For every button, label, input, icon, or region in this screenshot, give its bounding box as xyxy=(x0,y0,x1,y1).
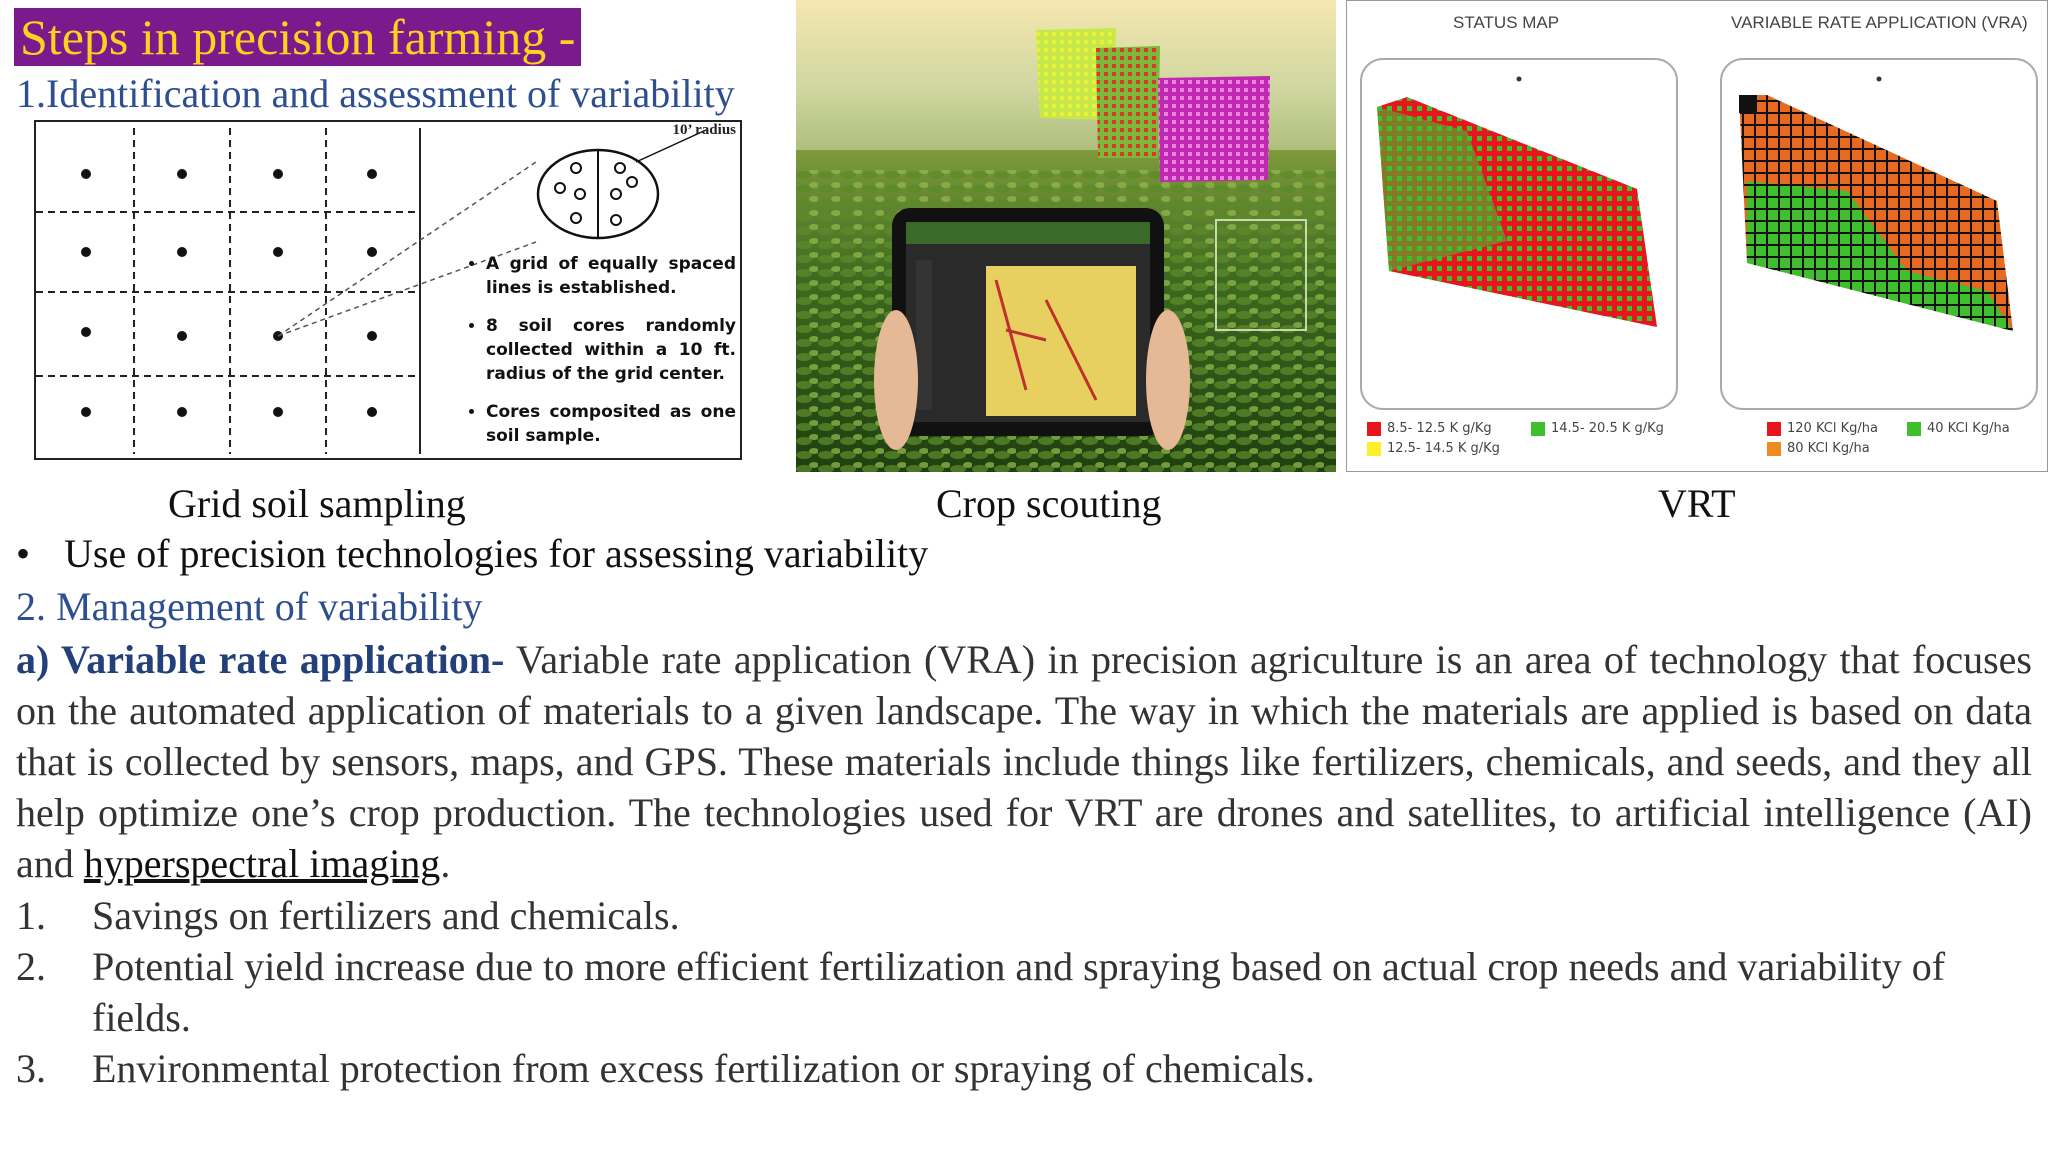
hyperspectral-imaging-link[interactable]: hyperspectral imaging xyxy=(83,841,441,886)
yellow-swatch xyxy=(1367,442,1381,456)
bullet-text: Use of precision technologies for assessing variability xyxy=(64,531,929,576)
list-text: Environmental protection from excess fertilization or spraying of chemicals. xyxy=(92,1046,1315,1091)
radius-label: 10’ radius xyxy=(672,122,736,138)
legend-label: 14.5- 20.5 K g/Kg xyxy=(1551,421,1664,436)
vra-legend-item xyxy=(1907,421,2010,436)
grid-soil-sampling-figure xyxy=(34,120,742,460)
list-number: 2. xyxy=(16,944,46,989)
list-item xyxy=(16,941,2032,1043)
section-heading-identification: 1.Identification and assessment of variability xyxy=(16,71,735,116)
orange-swatch xyxy=(1767,442,1781,456)
vrt-map-figure xyxy=(1346,0,2048,472)
crop-scouting-photo xyxy=(796,0,1336,472)
legend-label: 8.5- 12.5 K g/Kg xyxy=(1387,421,1492,436)
status-legend-item xyxy=(1367,421,1492,436)
legend-label: 40 KCl Kg/ha xyxy=(1927,421,2010,436)
red-swatch xyxy=(1767,422,1781,436)
vra-heading: a) Variable rate application- xyxy=(16,637,505,682)
benefits-list xyxy=(16,890,2032,1094)
red-swatch xyxy=(1367,422,1381,436)
vra-legend-item xyxy=(1767,441,1870,456)
caption-grid-soil-sampling: Grid soil sampling xyxy=(168,481,466,526)
vra-text: Variable rate application (VRA) in precision agriculture is an area of technology that focuses on the automated application of materials to a given landscape. The way in which the materials are applied is based on data that is collected by sensors, maps, and GPS. These materials include things like fertilizers, chemicals, and seeds, and they all help optimize one’s crop production. The technologies used for VRT are drones and satellites, to artificial intelligence (AI) and xyxy=(16,637,2032,886)
vrt-tablets xyxy=(1347,41,2047,461)
bullet-dot: • xyxy=(16,531,31,576)
grid-notes xyxy=(456,252,736,462)
caption-vrt: VRT xyxy=(1658,481,1736,526)
list-text: Potential yield increase due to more efficient fertilization and spraying based on actual crop needs and variability of fields. xyxy=(92,944,1946,1040)
grid-note: • 8 soil cores randomly collected within a 10 ft. radius of the grid center. xyxy=(486,314,736,386)
vra-legend-item xyxy=(1767,421,1878,436)
status-map-title: STATUS MAP xyxy=(1453,13,1560,32)
section-heading-management: 2. Management of variability xyxy=(16,584,483,629)
list-number: 3. xyxy=(16,1046,46,1091)
list-item xyxy=(16,890,2032,941)
vra-paragraph xyxy=(16,634,2032,889)
grid-note: • A grid of equally spaced lines is established. xyxy=(486,252,736,300)
legend-label: 120 KCl Kg/ha xyxy=(1787,421,1878,436)
crop-scouting-illustration xyxy=(796,0,1336,472)
caption-crop-scouting: Crop scouting xyxy=(936,481,1162,526)
status-legend-item xyxy=(1367,441,1500,456)
list-item xyxy=(16,1043,2032,1094)
green-swatch xyxy=(1531,422,1545,436)
legend-label: 12.5- 14.5 K g/Kg xyxy=(1387,441,1500,456)
list-number: 1. xyxy=(16,893,46,938)
vra-title: VARIABLE RATE APPLICATION (VRA) xyxy=(1731,13,2028,32)
vra-end: . xyxy=(440,841,451,886)
list-text: Savings on fertilizers and chemicals. xyxy=(92,893,680,938)
grid-note: • Cores composited as one soil sample. xyxy=(486,400,736,448)
status-legend-item xyxy=(1531,421,1664,436)
slide-title: Steps in precision farming - xyxy=(14,8,581,66)
bullet-item xyxy=(16,530,928,577)
legend-label: 80 KCl Kg/ha xyxy=(1787,441,1870,456)
green-swatch xyxy=(1907,422,1921,436)
